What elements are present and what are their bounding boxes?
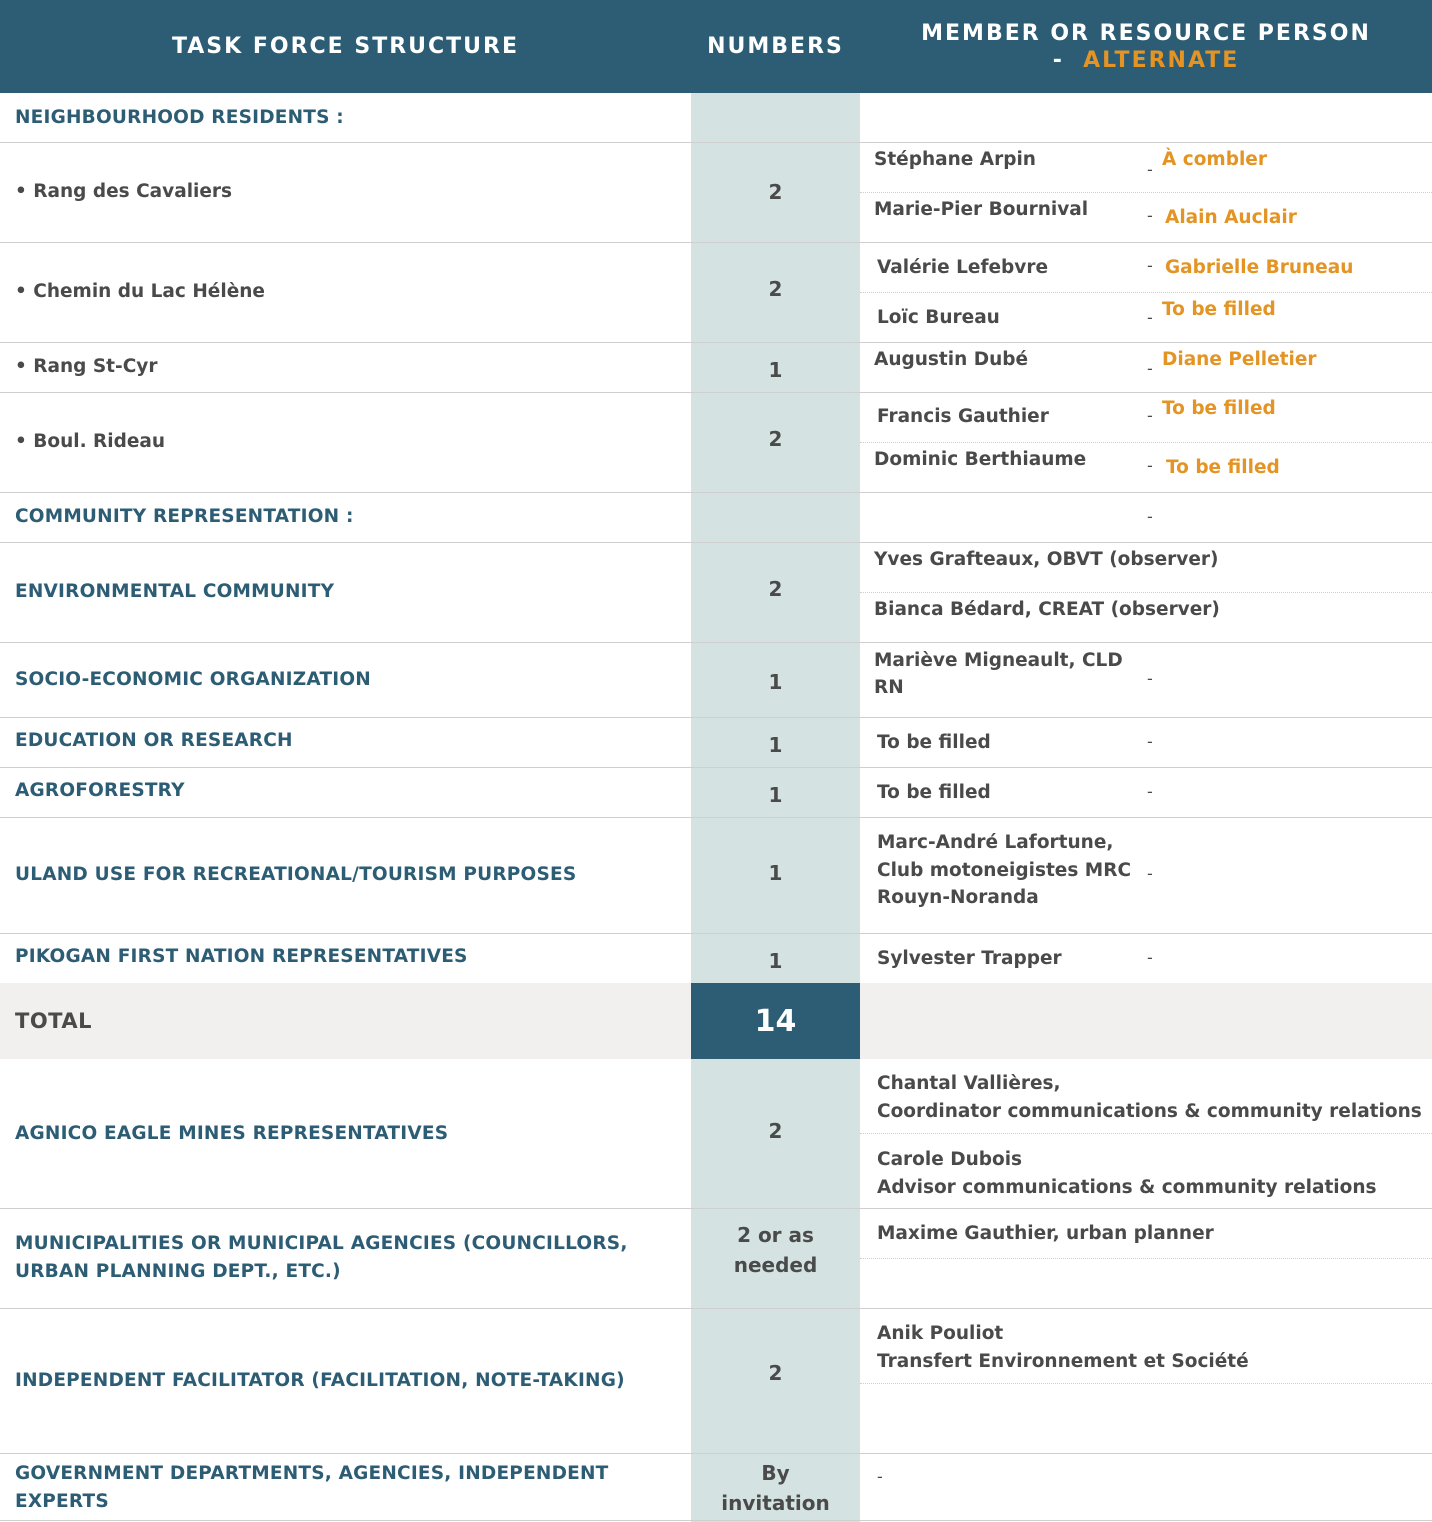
row-label-agroforestry: AGROFORESTRY xyxy=(15,780,185,801)
dash: - xyxy=(1147,160,1153,179)
total-number: 14 xyxy=(691,983,860,1059)
member-name: Mariève Migneault, CLD xyxy=(874,650,1123,671)
row-label-boul-rideau: • Boul. Rideau xyxy=(15,431,166,452)
section-community-representation: COMMUNITY REPRESENTATION : xyxy=(15,506,354,527)
member-name: Stéphane Arpin xyxy=(874,149,1036,170)
header-col1-text: TASK FORCE STRUCTURE xyxy=(171,34,520,59)
alternate-name: Alain Auclair xyxy=(1165,207,1297,228)
member-name: To be filled xyxy=(877,732,991,753)
member-name: Dominic Berthiaume xyxy=(874,449,1087,470)
row-label-rang-des-cavaliers: • Rang des Cavaliers xyxy=(15,181,233,202)
member-role: Transfert Environnement et Société xyxy=(877,1351,1249,1372)
dash: - xyxy=(1147,507,1153,526)
number-municipalities xyxy=(691,1208,860,1308)
dash: - xyxy=(1147,948,1153,967)
member-name: Club motoneigistes MRC xyxy=(877,860,1132,881)
sub-row-divider xyxy=(860,592,1432,593)
dash: - xyxy=(1147,308,1153,327)
header-dash: - xyxy=(1052,47,1064,73)
header-col3-text: MEMBER OR RESOURCE PERSON xyxy=(921,20,1371,46)
number-line: By xyxy=(761,1460,790,1485)
member-name: Bianca Bédard, CREAT (observer) xyxy=(874,599,1220,620)
alternate-name: Diane Pelletier xyxy=(1162,349,1317,370)
row-label-socio-economic-organization: SOCIO-ECONOMIC ORGANIZATION xyxy=(15,668,371,690)
number-education-or-research: 1 xyxy=(768,733,783,757)
row-label-chemin-du-lac-helene: • Chemin du Lac Hélène xyxy=(15,281,265,302)
member-name: Francis Gauthier xyxy=(877,406,1049,427)
member-name: Anik Pouliot xyxy=(877,1323,1004,1344)
member-name: Sylvester Trapper xyxy=(877,948,1062,969)
row-label-independent-facilitator: INDEPENDENT FACILITATOR (FACILITATION, NOTE-TAKING) xyxy=(15,1369,625,1391)
dash: - xyxy=(1147,669,1153,688)
alternate-name: À combler xyxy=(1162,149,1267,170)
row-label-education-or-research: EDUCATION OR RESEARCH xyxy=(15,730,293,751)
alternate-name: To be filled xyxy=(1162,398,1276,419)
row-label-government-departments: GOVERNMENT DEPARTMENTS, AGENCIES, INDEPENDENT EXPERTS xyxy=(15,1462,609,1512)
member-role: Advisor communications & community relations xyxy=(877,1177,1377,1198)
header-member xyxy=(860,0,1432,93)
dash: - xyxy=(1147,256,1153,275)
number-chemin-du-lac-helene: 2 xyxy=(768,277,783,301)
header-alternate: ALTERNATE xyxy=(1083,47,1240,73)
alternate-name: To be filled xyxy=(1166,457,1280,478)
row-label-agnico-eagle-mines: AGNICO EAGLE MINES REPRESENTATIVES xyxy=(15,1122,449,1144)
member-role: Coordinator communications & community relations xyxy=(877,1101,1422,1122)
header-numbers xyxy=(691,0,860,93)
member-name: Marc-André Lafortune, xyxy=(877,832,1114,853)
dash: - xyxy=(1147,864,1153,883)
sub-row-divider xyxy=(860,192,1432,193)
number-line: invitation xyxy=(721,1490,830,1515)
member-name: Chantal Vallières, xyxy=(877,1073,1061,1094)
row-label-land-use-recreational-tourism: ULAND USE FOR RECREATIONAL/TOURISM PURPOSES xyxy=(15,864,577,885)
dash: - xyxy=(1147,359,1153,378)
member-name: Carole Dubois xyxy=(877,1149,1023,1170)
member-name: To be filled xyxy=(877,782,991,803)
dash: - xyxy=(1147,406,1153,425)
row-label-environmental-community: ENVIRONMENTAL COMMUNITY xyxy=(15,581,335,602)
sub-row-divider xyxy=(860,1383,1432,1384)
number-agroforestry: 1 xyxy=(768,783,783,807)
member-name: Yves Grafteaux, OBVT (observer) xyxy=(874,549,1219,570)
dash: - xyxy=(1147,206,1153,225)
number-environmental-community: 2 xyxy=(768,577,783,601)
row-label-line: MUNICIPALITIES OR MUNICIPAL AGENCIES (COUNCILLORS, xyxy=(15,1233,628,1254)
member-name: Rouyn-Noranda xyxy=(877,887,1039,908)
member-name: RN xyxy=(874,677,904,698)
sub-row-divider xyxy=(860,1133,1432,1134)
header-col2-text: NUMBERS xyxy=(707,34,844,59)
number-boul-rideau: 2 xyxy=(768,427,783,451)
number-independent-facilitator: 2 xyxy=(768,1361,783,1385)
member-name: Valérie Lefebvre xyxy=(877,257,1049,278)
sub-row-divider xyxy=(860,1258,1432,1259)
number-government-departments xyxy=(691,1453,860,1522)
row-label-line: URBAN PLANNING DEPT., ETC.) xyxy=(15,1261,341,1282)
row-label-municipalities xyxy=(15,1208,685,1308)
dash: - xyxy=(1147,456,1153,475)
number-pikogan-first-nation: 1 xyxy=(768,949,783,973)
number-socio-economic-organization: 1 xyxy=(768,670,783,694)
number-line: needed xyxy=(733,1253,818,1277)
header-task-force-structure xyxy=(0,0,691,93)
section-neighbourhood-residents: NEIGHBOURHOOD RESIDENTS : xyxy=(15,107,344,128)
dash: - xyxy=(1147,782,1153,801)
sub-row-divider xyxy=(860,442,1432,443)
sub-row-divider xyxy=(860,292,1432,293)
member-name: Marie-Pier Bournival xyxy=(874,199,1089,220)
total-label: TOTAL xyxy=(15,1009,93,1033)
number-rang-st-cyr: 1 xyxy=(768,358,783,382)
number-land-use-recreational-tourism: 1 xyxy=(768,861,783,885)
row-label-pikogan-first-nation: PIKOGAN FIRST NATION REPRESENTATIVES xyxy=(15,946,468,967)
member-name: Augustin Dubé xyxy=(874,349,1029,370)
row-label-rang-st-cyr: • Rang St-Cyr xyxy=(15,356,158,377)
dash: - xyxy=(1147,732,1153,751)
number-line: 2 or as xyxy=(737,1223,814,1247)
alternate-name: To be filled xyxy=(1162,299,1276,320)
dash: - xyxy=(877,1467,883,1486)
number-agnico-eagle-mines: 2 xyxy=(768,1118,783,1143)
number-rang-des-cavaliers: 2 xyxy=(768,180,783,204)
member-name: Maxime Gauthier, urban planner xyxy=(877,1223,1214,1244)
member-name: Loïc Bureau xyxy=(877,307,1000,328)
alternate-name: Gabrielle Bruneau xyxy=(1165,257,1354,278)
